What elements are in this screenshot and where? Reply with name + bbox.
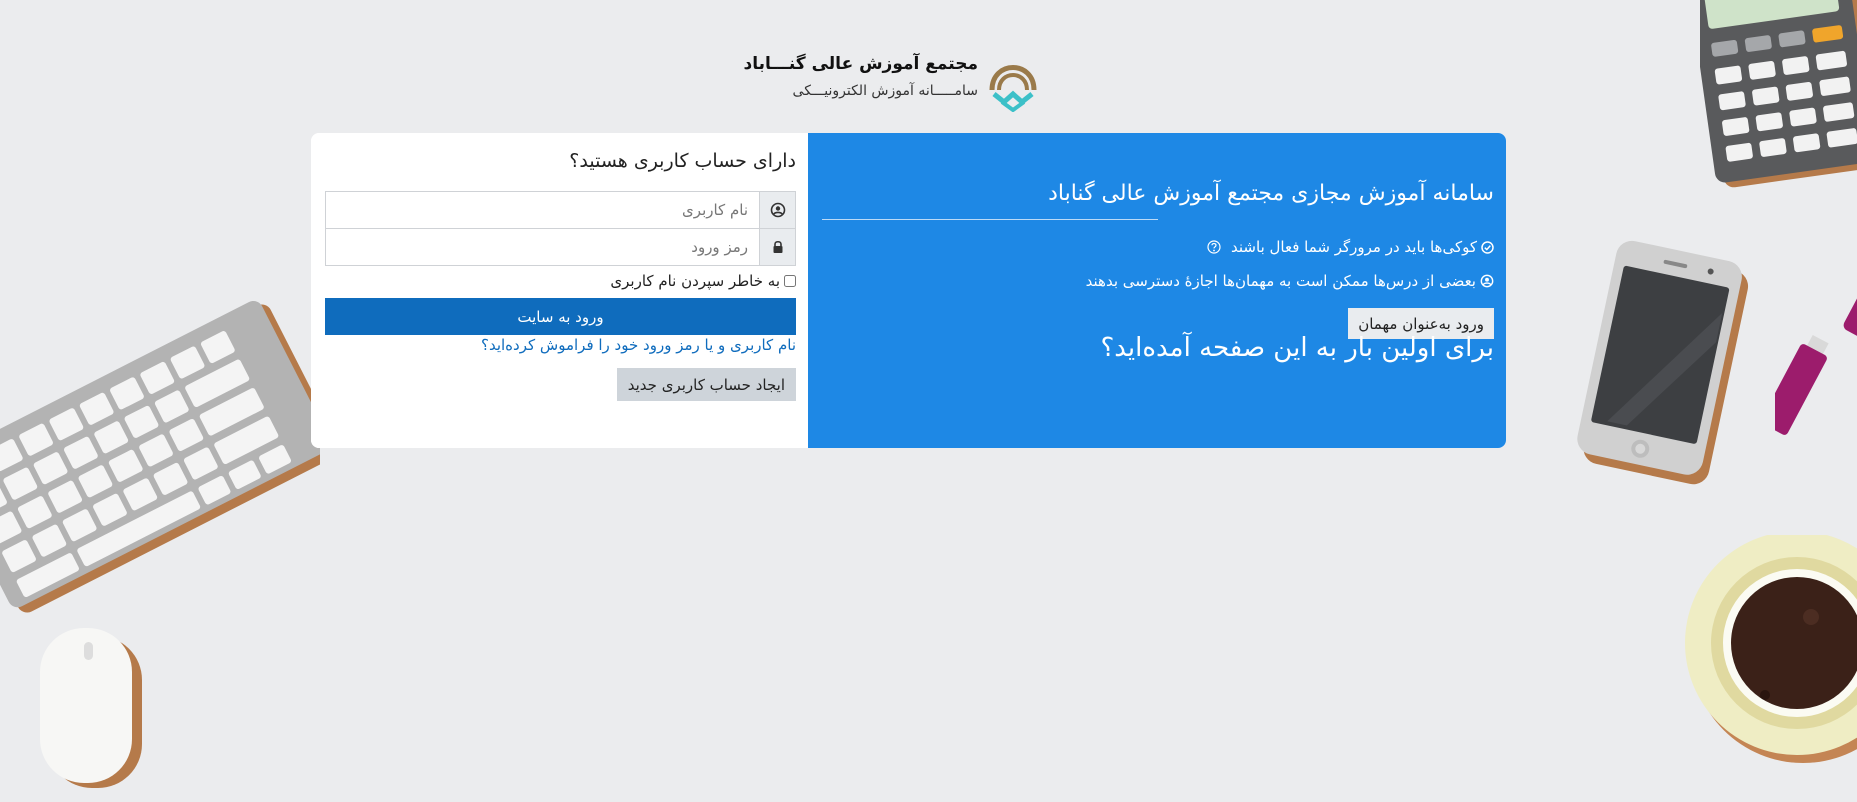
institution-name: مجتمع آموزش عالی گنـــاباد: [743, 54, 978, 74]
remember-checkbox[interactable]: [784, 275, 796, 287]
site-heading: سامانه آموزش مجازی مجتمع آموزش عالی گناباد: [1048, 181, 1494, 206]
question-circle-icon[interactable]: [1207, 240, 1221, 254]
guest-note: [1086, 272, 1494, 290]
phone-illustration: [1560, 240, 1750, 490]
user-circle-icon: [1480, 274, 1494, 288]
institution-logo: [986, 50, 1040, 112]
user-circle-icon: [759, 192, 795, 228]
login-card: [311, 133, 1506, 448]
remember-username[interactable]: [610, 272, 796, 290]
username-field-group: [325, 191, 796, 229]
remember-label: به خاطر سپردن نام کاربری: [610, 272, 780, 290]
password-field-group: [325, 228, 796, 266]
keyboard-illustration: [0, 270, 320, 620]
coffee-cup-illustration: [1685, 535, 1857, 767]
first-time-heading: برای اولین بار به این صفحه آمده‌اید؟: [1100, 333, 1494, 363]
guest-login-button[interactable]: ورود به‌عنوان مهمان: [1348, 308, 1494, 339]
heading-divider: [822, 219, 1158, 220]
login-button[interactable]: ورود به سایت: [325, 298, 796, 335]
guest-note-text: بعضی از درس‌ها ممکن است به مهمان‌ها اجازهٔ دسترسی بدهند: [1085, 272, 1476, 290]
forgot-password-link[interactable]: نام کاربری و یا رمز ورود خود را فراموش کرده‌اید؟: [481, 336, 796, 354]
calculator-illustration: [1700, 0, 1857, 190]
lock-icon: [759, 229, 795, 265]
info-panel: [808, 133, 1506, 448]
cookies-note-text: کوکی‌ها باید در مرورگر شما فعال باشند: [1231, 238, 1477, 256]
usb-stick-illustration: [1775, 280, 1857, 450]
login-heading: دارای حساب کاربری هستید؟: [569, 150, 796, 172]
cookies-note: [1207, 238, 1494, 256]
password-input[interactable]: [328, 229, 758, 265]
username-input[interactable]: [328, 192, 758, 228]
check-circle-icon: [1481, 241, 1494, 254]
create-account-button[interactable]: ایجاد حساب کاربری جدید: [617, 368, 796, 401]
system-tagline: سامـــــانه آموزش الکترونیـــکی: [792, 83, 978, 99]
brand-header: [743, 50, 1040, 114]
mouse-illustration: [38, 628, 148, 793]
login-form-panel: [311, 133, 808, 448]
